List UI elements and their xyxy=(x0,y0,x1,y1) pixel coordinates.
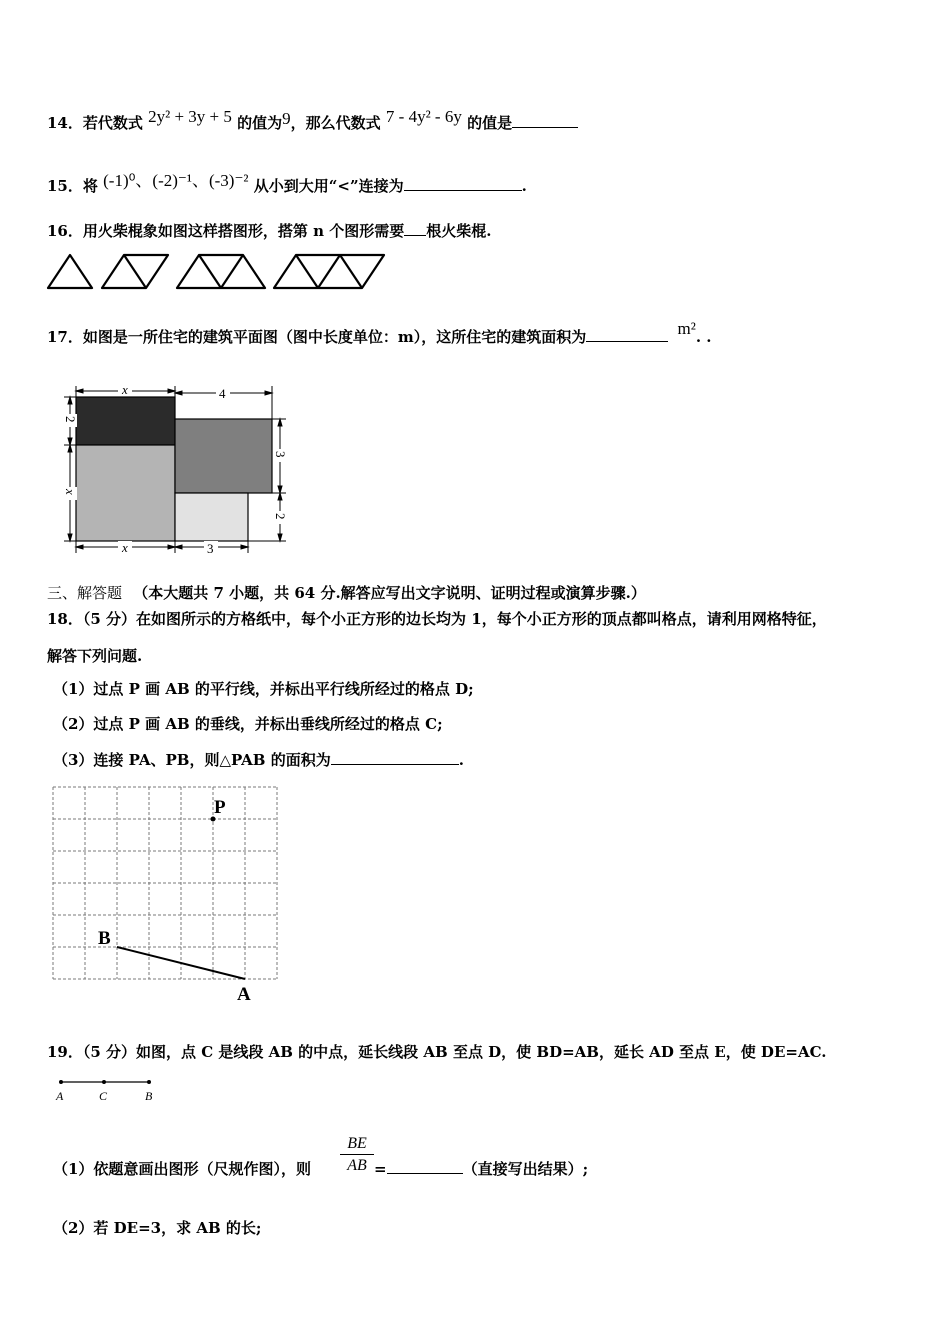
question-18: 18．（5 分）在如图所示的方格纸中，每个小正方形的边长均为 1，每个小正方形的顶点都叫格点，请利用网格特征， xyxy=(47,610,827,628)
question-17: 17．如图是一所住宅的建筑平面图（图中长度单位：m），这所住宅的建筑面积为 m². . xyxy=(47,319,712,346)
matchstick-triangles-figure xyxy=(44,250,389,292)
label-a: A xyxy=(56,1089,64,1103)
fraction-be-ab xyxy=(340,1134,374,1177)
question-number: 18． xyxy=(47,610,83,628)
label-a: A xyxy=(237,984,251,1005)
answer-blank[interactable] xyxy=(404,175,522,191)
answer-blank[interactable] xyxy=(331,749,459,765)
question-18-part-1: （1）过点 P 画 AB 的平行线，并标出平行线所经过的格点 D; xyxy=(53,680,474,698)
floor-plan-figure xyxy=(60,383,300,558)
expression-1: 2y² + 3y + 5 xyxy=(148,107,232,126)
question-number: 14． xyxy=(47,114,83,132)
question-number: 17． xyxy=(47,328,83,346)
question-14: 14．若代数式 2y² + 3y + 5 的值为9，那么代数式 7 - 4y² - 6y 的值是 xyxy=(47,112,578,133)
answer-blank[interactable] xyxy=(586,326,668,342)
section-title: 三、解答题 xyxy=(47,584,123,602)
question-18-line-2: 解答下列问题. xyxy=(47,647,143,665)
question-18-part-2: （2）过点 P 画 AB 的垂线，并标出垂线所经过的格点 C; xyxy=(53,715,443,733)
question-19-part-1: （1）依题意画出图形（尺规作图），则 xyxy=(53,1160,311,1178)
segment-figure xyxy=(52,1074,172,1104)
dim-label-bottom-x: x xyxy=(122,540,128,555)
question-19: 19．（5 分）如图，点 C 是线段 AB 的中点，延长线段 AB 至点 D，使 BD=AB，延长 AD 至点 E，使 DE=AC. xyxy=(47,1043,827,1061)
question-16: 16．用火柴棍象如图这样搭图形，搭第 n 个图形需要 根火柴棍. xyxy=(47,222,492,240)
label-b: B xyxy=(98,928,111,949)
dim-label-bottom-3: 3 xyxy=(207,541,214,556)
answer-blank[interactable] xyxy=(387,1158,463,1174)
dim-label-top-4: 4 xyxy=(219,386,226,401)
question-19-part-1-tail: = （直接写出结果）; xyxy=(374,1160,589,1178)
label-c: C xyxy=(99,1089,108,1103)
answer-blank[interactable] xyxy=(404,220,426,236)
dim-label-right-2: 2 xyxy=(273,513,288,520)
question-15: 15．将 (-1)⁰、(-2)⁻¹、(-3)⁻² 从小到大用“<”连接为 . xyxy=(47,171,527,195)
grid-figure xyxy=(48,782,288,1007)
label-b: B xyxy=(145,1089,153,1103)
fraction-numerator: BE xyxy=(340,1134,374,1155)
answer-blank[interactable] xyxy=(512,112,578,128)
question-number: 16． xyxy=(47,222,83,240)
question-number: 19． xyxy=(47,1043,83,1061)
section-note: （本大题共 7 小题，共 64 分.解答应写出文字说明、证明过程或演算步骤.） xyxy=(133,584,646,602)
dim-label-right-3: 3 xyxy=(273,451,288,458)
value-nine: 9 xyxy=(282,109,291,128)
dim-label-top-x: x xyxy=(122,383,128,397)
dim-label-left-2: 2 xyxy=(63,416,78,423)
expression-2: 7 - 4y² - 6y xyxy=(385,107,462,126)
label-p: P xyxy=(214,797,226,818)
dim-label-left-x: x xyxy=(63,489,78,495)
question-number: 15． xyxy=(47,177,83,195)
question-19-part-2: （2）若 DE=3，求 AB 的长; xyxy=(53,1219,262,1237)
section-heading xyxy=(47,582,646,603)
fraction-denominator: AB xyxy=(347,1157,367,1174)
unit-square-meter: m² xyxy=(677,319,696,338)
expression: (-1)⁰、(-2)⁻¹、(-3)⁻² xyxy=(103,171,249,190)
question-18-part-3: （3）连接 PA、PB，则△PAB 的面积为 . xyxy=(53,751,464,769)
